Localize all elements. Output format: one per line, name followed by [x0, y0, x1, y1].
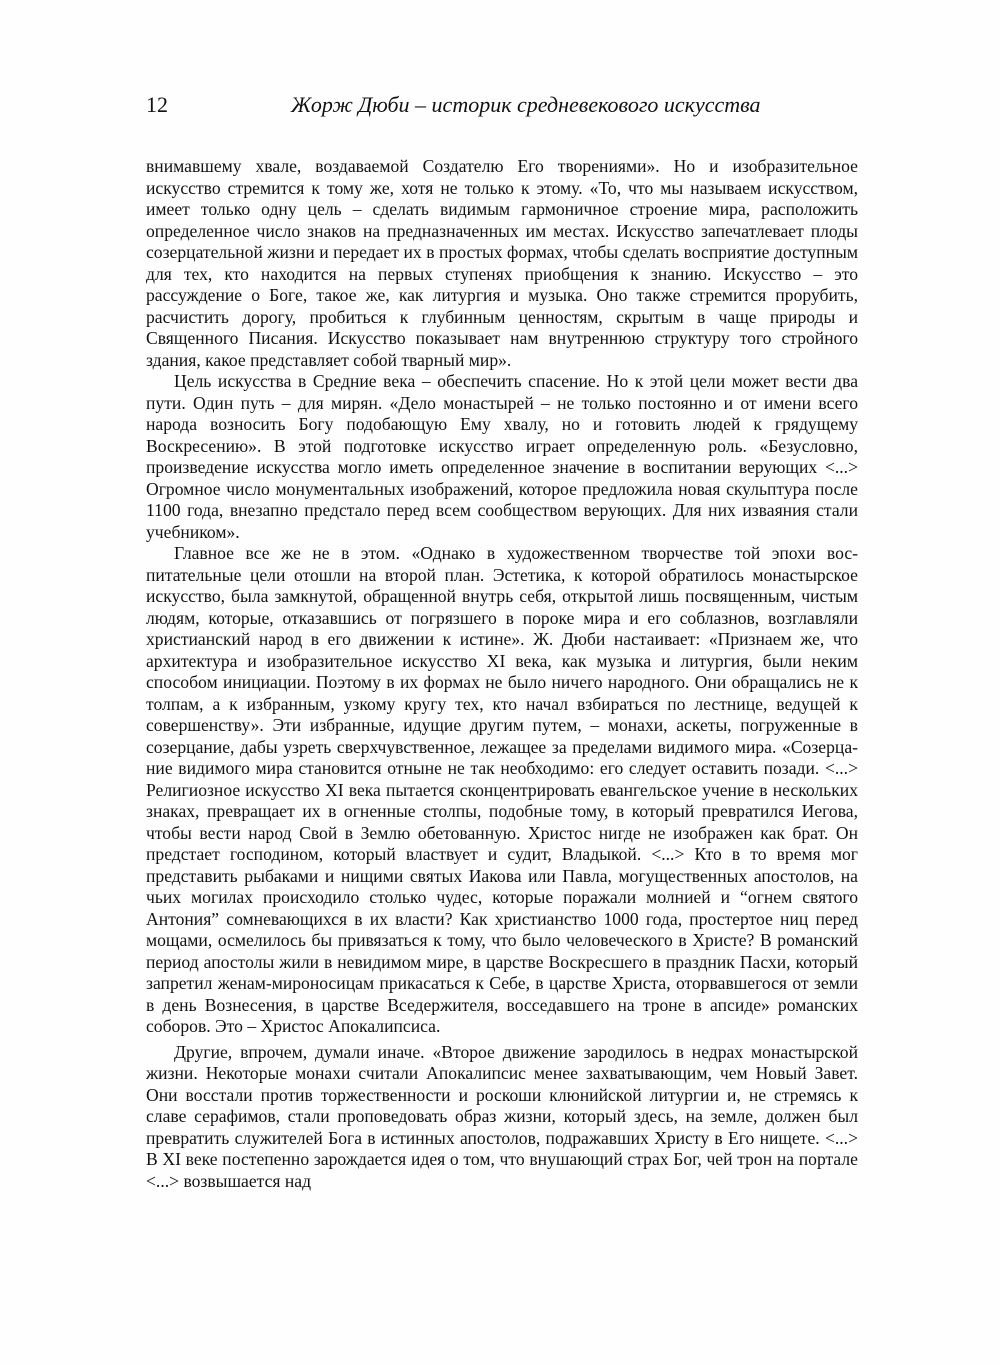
body-text — [146, 156, 858, 1192]
paragraph-3: Главное все же не в этом. «Однако в художественном творчестве той эпохи воспитательные цели отошли на второй план. Эстетика, к которой обратилось монастырское искусство, была замкнутой, обращенной внутрь себя, открытой лишь посвященным, чистым людям, которые, отказавшись от погрязшего в пороке мира и его соблазнов, возглавляли христианский народ в его движении к истине». Ж. Дюби настаивает: «Признаем же, что архитектура и изобразительное искусство XI века, как музыка и литургия, были неким способом инициации. Поэтому в их формах не было ничего народного. Они обращались не к толпам, а к избранным, узкому кругу тех, кто начал взбираться по лестнице, ведущей к совершенству». Эти избранные, идущие другим путем, – монахи, аскеты, погруженные в созерцание, дабы узреть сверхчувственное, лежащее за пределами видимого мира. «Созерцание видимого мира становится отныне не так необходимо: его следует оставить позади. <...> Религиозное искусство XI века пытается сконцентрировать евангельское учение в нескольких знаках, превращает их в огненные столпы, подобные тому, в который превратился Иегова, чтобы вести народ Свой в Землю обетованную. Христос нигде не изображен как брат. Он предстает господином, который властвует и судит, Владыкой. <...> Кто в то время мог представить рыбаками и нищими святых Иакова или Павла, могущественных апостолов, на чьих могилах происходило столько чудес, которые поражали молнией и “огнем святого Антония” сомневающихся в их власти? Как христианство 1000 года, простертое ниц перед мощами, осмелилось бы привязаться к тому, что было человеческого в Христе? В романский период апостолы жили в невидимом мире, в царстве Воскресшего в праздник Пасхи, который запретил женам-мироносицам прикасаться к Себе, в царстве Христа, оторвавшегося от земли в день Вознесения, в царстве Вседержителя, восседавшего на троне в апсиде» романских соборов. Это – Христос Апокалипсиса. — [146, 543, 858, 1036]
page-number: 12 — [146, 92, 168, 117]
paragraph-1: внимавшему хвале, воздаваемой Создателю Его творениями». Но и изобразительное искусство стремится к тому же, хотя не только к этому. «То, что мы называем искусством, имеет только одну цель – сделать видимым гармоничное строение мира, расположить определенное число знаков на предназначенных им местах. Искусство запечатлевает плоды созерцательной жизни и передает их в простых формах, чтобы сделать восприятие доступным для тех, кто находится на первых ступенях приобщения к знанию. Искусство – это рассуждение о Боге, такое же, как литургия и музыка. Оно также стремится прорубить, расчистить дорогу, пробиться к глубинным ценностям, скрытым в чаще природы и Священного Писания. Искусство показывает нам внутреннюю структуру того стройного здания, какое представляет собой тварный мир». — [146, 156, 858, 370]
paragraph-4: Другие, впрочем, думали иначе. «Второе движение зародилось в недрах монастырской жизни. Некоторые монахи считали Апокалипсис менее захватывающим, чем Новый Завет. Они восстали против торжественности и роскоши клюнийской литургии и, не стремясь к славе серафимов, стали проповедовать образ жизни, который здесь, на земле, должен был превратить служителей Бога в истинных апостолов, подражавших Христу в Его нищете. <...> В XI веке постепенно зарождается идея о том, что внушающий страх Бог, чей трон на портале <...> возвышается над — [146, 1041, 858, 1191]
running-title: Жорж Дюби – историк средневекового искусства — [291, 92, 761, 117]
paragraph-2: Цель искусства в Средние века – обеспечить спасение. Но к этой цели может вести два пути. Один путь – для мирян. «Дело монастырей – не только постоянно и от имени всего народа возносить Богу подобающую Ему хвалу, но и готовить людей к грядущему Воскресению». В этой подготовке искусство играет определенную роль. «Безусловно, произведение искусства могло иметь определенное значение в воспитании верующих <...> Огромное число монументальных изображений, которое предложила новая скульптура после 1100 года, внезапно предстало перед всем сообществом верующих. Для них изваяния стали учебником». — [146, 371, 858, 542]
running-header — [146, 92, 858, 122]
